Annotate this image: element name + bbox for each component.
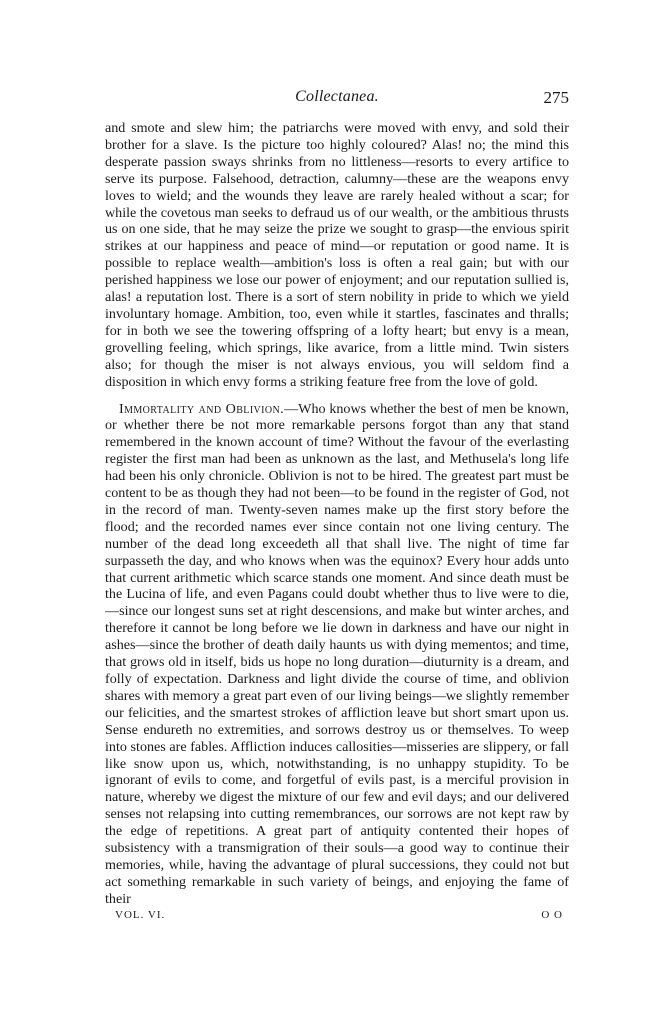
page-number: 275	[543, 88, 569, 107]
running-title: Collectanea.	[295, 88, 379, 105]
volume-label: VOL. VI.	[115, 908, 166, 921]
body-paragraph-envy: and smote and slew him; the patriarchs were moved with envy, and sold their brother for a slave. Is the picture too highly coloured? Alas! no; the mind this desperate passion sways shrinks from no littleness—resorts to every artifice to serve its purpose. Falsehood, detraction, calumny—these are the weapons envy loves to wield; and the wounds they leave are rarely healed without a scar; for while the covetous man seeks to defraud us of our wealth, or the ambitious thrusts us on one side, that he may seize the prize we sought to grasp—the envious spirit strikes at our happiness and peace of mind—or reputation or good name. It is possible to replace wealth—ambition's loss is often a real gain; but with our perished happiness we lose our power of enjoyment; and our reputation sullied is, alas! a reputation lost. There is a sort of stern nobility in pride to which we yield involuntary homage. Ambition, too, even while it startles, fascinates and thralls; for in both we see the towering offspring of a lofty heart; but envy is a mean, grovelling feeling, which springs, like avarice, from a little mind. Twin sisters also; for though the miser is not always envious, you will seldom find a disposition in which envy forms a striking feature free from the love of gold.	[105, 120, 569, 390]
section-heading-immortality-and-oblivion: Immortality and Oblivion.	[119, 400, 285, 417]
signature-mark: O O	[541, 908, 563, 921]
body-paragraph-immortality-text: —Who knows whether the best of men be known, or whether there be not more remarkable persons forgot than any that stand remembered in the known account of time? Without the favour of the everlasting register the first man had been as unknown as the last, and Methusela's long life had been his only chronicle. Oblivion is not to be hired. The greatest part must be content to be as though they had not been—to be found in the register of God, not in the record of man. Twenty-seven names make up the first story before the flood; and the recorded names ever since contain not one living century. The number of the dead long exceedeth all that shall live. The night of time far surpasseth the day, and who knows when was the equinox? Every hour adds unto that current arithmetic which scarce stands one moment. And since death must be the Lucina of life, and even Pagans could doubt whether thus to live were to die,—since our longest suns set at right descensions, and make but winter arches, and therefore it cannot be long before we lie down in darkness and have our night in ashes—since the brother of death daily haunts us with dying mementos; and time, that grows old in itself, bids us hope no long duration—diuturnity is a dream, and folly of expectation. Darkness and light divide the course of time, and oblivion shares with memory a great part even of our living beings—we slightly remember our felicities, and the smartest strokes of affliction leave but short smart upon us. Sense endureth no extremities, and sorrows destroy us or themselves. To weep into stones are fables. Affliction induces callosities—misseries are slippery, or fall like snow upon us, which, notwithstanding, is no unhappy stupidity. To be ignorant of evils to come, and forgetful of evils past, is a merciful provision in nature, whereby we digest the mixture of our few and evil days; and our delivered senses not relapsing into cutting remembrances, our sorrows are not kept raw by the edge of repetitions. A great part of antiquity contented their hopes of subsistency with a transmigration of their souls—a good way to continue their memories, while, having the advantage of plural successions, they could not but act something remarkable in such variety of beings, and enjoying the fame of their	[105, 400, 569, 907]
running-head	[105, 88, 569, 112]
book-page	[105, 88, 569, 923]
page-footer	[105, 909, 569, 923]
body-paragraph-immortality	[105, 401, 569, 908]
